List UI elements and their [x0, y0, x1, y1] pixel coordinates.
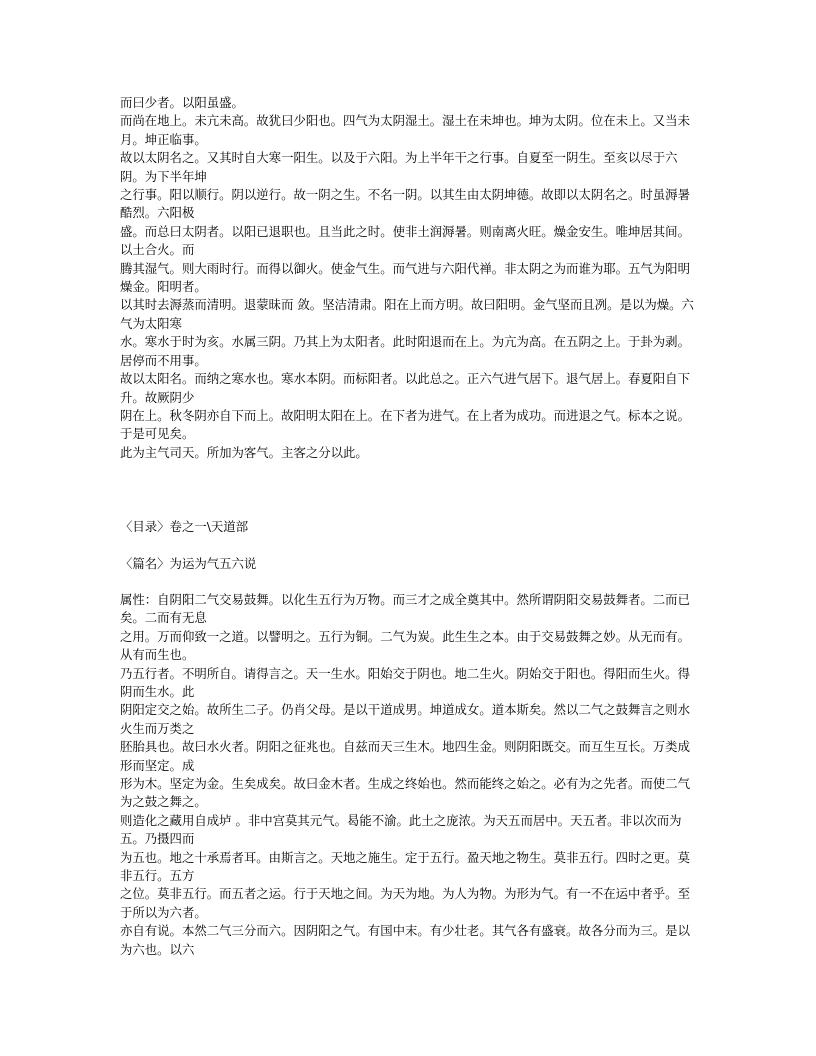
- paragraph: 形为木。坚定为金。生矣成矣。故曰金木者。生成之终始也。然而能终之始之。必有为之先者。而使二气为之鼓之舞之。: [120, 776, 690, 810]
- paragraph: 故以太阴名之。又其时自大寒一阳生。以及于六阳。为上半年干之行事。自夏至一阴生。至亥以尽于六阴。为下半年坤: [120, 150, 678, 184]
- spacer: [120, 462, 696, 518]
- paragraph: 亦自有说。本然二气三分而六。因阴阳之气。有国中末。有少壮老。其气各有盛衰。故各分而为三。是以为六也。以六: [120, 923, 690, 957]
- paragraph: 腾其湿气。则大雨时行。而得以御火。使金气生。而气进与六阳代禅。非太阴之为而谁为耶。五气为阳明燥金。阳明者。: [120, 260, 690, 295]
- paragraph: 则造化之藏用自成垆 。非中宫莫其元气。曷能不渝。此土之庞浓。为天五而居中。天五者。非以次而为五。乃摄四而: [120, 812, 682, 847]
- document-page: [120, 94, 696, 959]
- paragraph: 之位。莫非五行。而五者之运。行于天地之间。为天为地。为人为物。为形为气。有一不在运中者乎。至于所以为六者。: [120, 886, 690, 920]
- paragraph: 而曰少者。以阳虽盛。: [120, 95, 244, 110]
- paragraph: 故以太阳名。而纳之寒水也。寒水本阴。而标阳者。以此总之。正六气进气居下。退气居上。春夏阳自下升。故厥阴少: [120, 371, 690, 405]
- paragraph: 盛。而总曰太阴者。以阳已退职也。且当此之时。使非土润溽暑。则南离火旺。燥金安生。唯坤居其间。以土合火。而: [120, 223, 690, 258]
- paragraph: 乃五行者。不明所自。请得言之。天一生水。阳始交于阴也。地二生火。阴始交于阳也。得阳而生火。得阴而生水。此: [120, 665, 690, 699]
- paragraph: 为五也。地之十承焉者耳。由斯言之。天地之施生。定于五行。盈天地之物生。莫非五行。四时之更。莫非五行。五方: [120, 849, 690, 884]
- section-text-main: [120, 591, 696, 959]
- paragraph: 此为主气司天。所加为客气。主客之分以此。: [120, 444, 368, 460]
- catalog-heading: 〈目录〉卷之一\天道部: [120, 519, 249, 535]
- paragraph: 胚胎具也。故曰水火者。阴阳之征兆也。自兹而天三生木。地四生金。则阴阳既交。而互生互长。万类成形而坚定。成: [120, 739, 690, 773]
- spacer: [120, 573, 696, 591]
- paragraph: 之用。万而仰致一之道。以譬明之。五行为铜。二气为炭。此生生之本。由于交易鼓舞之妙。从无而有。从有而生也。: [120, 628, 690, 663]
- spacer: [120, 537, 696, 555]
- paragraph: 阴阳定交之始。故所生二子。仍肖父母。是以干道成男。坤道成女。道本斯矣。然以二气之鼓舞言之则水火生而万类之: [120, 702, 690, 736]
- paragraph: 之行事。阳以顺行。阴以逆行。故一阴之生。不名一阴。以其生由太阴坤德。故即以太阴名之。时虽溽暑酷烈。六阳极: [120, 187, 690, 221]
- paragraph: 水。寒水于时为亥。水属三阴。乃其上为太阳者。此时阳退而在上。为亢为高。在五阴之上。于卦为剥。居停而不用事。: [120, 334, 690, 368]
- chapter-title: 〈篇名〉为运为气五六说: [120, 555, 257, 571]
- paragraph: 以其时去溽蒸而清明。退蒙昧而 敛。坚洁清肃。阳在上而方明。故曰阳明。金气坚而且冽。是以为燥。六气为太阳寒: [120, 297, 694, 331]
- paragraph: 而尚在地上。未亢未高。故犹曰少阳也。四气为太阴湿土。湿土在未坤也。坤为太阴。位在未上。又当未月。坤正临事。: [120, 113, 690, 147]
- section-text-continued: [120, 94, 696, 462]
- paragraph: 阴在上。秋冬阴亦自下而上。故阳明太阳在上。在下者为进气。在上者为成功。而进退之气。标本之说。于是可见矣。: [120, 407, 690, 442]
- paragraph: 属性：自阴阳二气交易鼓舞。以化生五行为万物。而三才之成全奠其中。然所谓阴阳交易鼓舞者。二而已矣。二而有无息: [120, 591, 690, 626]
